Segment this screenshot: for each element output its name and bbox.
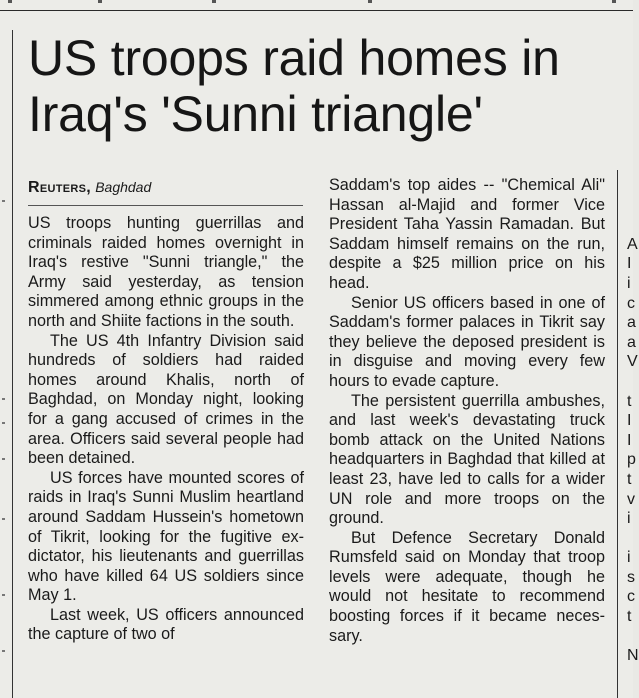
adjacent-column-letter: I	[627, 412, 632, 430]
adjacent-column-letter: i	[627, 549, 631, 567]
edge-tick	[2, 518, 5, 520]
byline	[28, 178, 308, 197]
paragraph: Saddam's top aides -- "Chemical Ali" Hassan al-Majid and former Vice President Taha Yassin Ramadan. But Saddam himself remains on the run, despite a $25 million price on his head.	[329, 176, 605, 292]
adjacent-column-letter: V	[627, 353, 638, 371]
adjacent-column-edge	[627, 176, 639, 666]
adjacent-column-letter	[627, 627, 633, 647]
adjacent-column-letter: t	[627, 392, 632, 410]
adjacent-column-letter: i	[627, 510, 631, 528]
adjacent-column-letter: A	[627, 235, 638, 253]
adjacent-column-letter: p	[627, 451, 636, 469]
paragraph: Last week, US officers announced the capture of two of	[28, 605, 304, 644]
edge-tick	[2, 650, 5, 652]
adjacent-column-letter: a	[627, 333, 636, 351]
top-mark	[8, 0, 12, 3]
adjacent-column-letter: t	[627, 470, 632, 488]
byline-location: Baghdad	[95, 179, 152, 195]
article-column-1	[28, 214, 304, 645]
adjacent-column-letter	[627, 372, 633, 392]
edge-tick	[2, 594, 5, 596]
paragraph: US troops hunting guerrillas and criminals raided homes overnight in Iraq's restive "Sunni triangle," the Army said yesterday, as tension simmered among ethnic groups in the north and Shiite factions in the south.	[28, 214, 304, 330]
adjacent-column-letter	[627, 196, 633, 216]
headline-line-2: Iraq's 'Sunni triangle'	[28, 86, 483, 142]
adjacent-column-letter: i	[627, 274, 631, 292]
adjacent-column-letter: s	[627, 568, 635, 586]
edge-tick	[2, 458, 5, 460]
adjacent-column-letter: a	[627, 314, 636, 332]
byline-agency: Reuters,	[28, 179, 92, 196]
adjacent-column-letter	[627, 215, 633, 235]
adjacent-column-letter: c	[627, 588, 635, 606]
adjacent-column-letter: c	[627, 294, 635, 312]
top-mark	[368, 0, 372, 3]
adjacent-column-letter: I	[627, 255, 632, 273]
headline	[28, 30, 618, 142]
byline-rule	[28, 205, 303, 206]
top-rule	[0, 10, 633, 11]
edge-tick	[2, 398, 5, 400]
paragraph: Senior US officers based in one of Saddam's former palaces in Tikrit say they believe the deposed president is in disguise and moving every few hours to evade capture.	[329, 293, 605, 390]
headline-line-1: US troops raid homes in	[28, 30, 560, 86]
adjacent-column-letter	[627, 176, 633, 196]
paragraph: But Defence Secretary Donald Rumsfeld said on Monday that troop levels were adequate, though he would not hesitate to recommend boosting forces if it became necessary.	[329, 528, 605, 645]
left-edge-marks	[0, 140, 10, 698]
adjacent-column-letter: I	[627, 431, 632, 449]
left-column-rule	[12, 30, 13, 698]
adjacent-column-letter: N	[627, 647, 639, 665]
adjacent-column-letter: t	[627, 608, 632, 626]
top-mark	[212, 0, 216, 3]
paragraph: US forces have mounted scores of raids in Iraq's Sunni Muslim heartland around Saddam Hussein's hometown of Tikrit, looking for the fugitive ex-dictator, his lieutenants and guerrillas who have killed 64 US soldiers since May 1.	[28, 468, 304, 605]
edge-tick	[2, 422, 5, 424]
edge-tick	[2, 200, 5, 202]
right-column-rule	[617, 170, 618, 698]
top-mark	[98, 0, 102, 3]
top-mark	[612, 0, 616, 3]
paragraph: The US 4th Infantry Division said hundreds of soldiers had raided homes around Khalis, north of Baghdad, on Monday night, looking for a gang accused of crimes in the area. Officers said several people had been detained.	[28, 331, 304, 468]
adjacent-column-letter: v	[627, 490, 635, 508]
paragraph: The persistent guerrilla ambushes, and last week's devastating truck bomb attack on the United Nations headquarters in Baghdad that killed at least 23, have led to calls for a wider UN role and more troops on the ground.	[329, 391, 605, 528]
adjacent-column-letter	[627, 529, 633, 549]
article-column-2	[329, 176, 605, 646]
